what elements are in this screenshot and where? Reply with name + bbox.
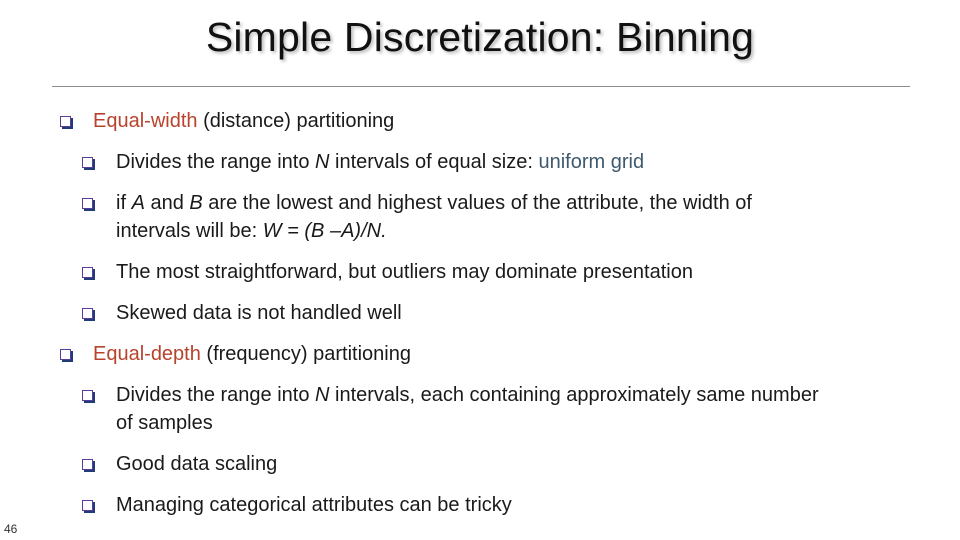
section-heading-highlight: Equal-depth bbox=[93, 343, 201, 365]
square-bullet-icon bbox=[82, 459, 93, 470]
variable-b: B bbox=[189, 192, 203, 214]
width-formula: W = (B –A)/N. bbox=[262, 220, 387, 242]
bullet-text: are the lowest and highest values of the attribute, the width of bbox=[202, 192, 752, 214]
bullet-text: Divides the range into bbox=[116, 151, 316, 173]
variable-n: N bbox=[315, 384, 330, 406]
section-heading-rest: (distance) partitioning bbox=[197, 110, 395, 132]
bullet-text: Skewed data is not handled well bbox=[116, 302, 402, 324]
square-bullet-icon bbox=[82, 198, 93, 209]
section-heading-rest: (frequency) partitioning bbox=[200, 343, 411, 365]
variable-n: N bbox=[315, 151, 330, 173]
bullet-text: Good data scaling bbox=[116, 453, 278, 475]
bullet-highlight: uniform grid bbox=[538, 151, 645, 173]
square-bullet-icon bbox=[82, 267, 93, 278]
bullet-text: intervals of equal size: bbox=[329, 151, 539, 173]
square-bullet-icon bbox=[60, 349, 71, 360]
slide-number: 46 bbox=[4, 522, 18, 536]
bullet-text: Divides the range into bbox=[116, 384, 316, 406]
bullet-text: intervals will be: bbox=[116, 220, 263, 242]
square-bullet-icon bbox=[82, 308, 93, 319]
bullet-text: Managing categorical attributes can be tricky bbox=[116, 494, 512, 516]
square-bullet-icon bbox=[82, 157, 93, 168]
variable-a: A bbox=[131, 192, 145, 214]
square-bullet-icon bbox=[82, 500, 93, 511]
bullet-text: of samples bbox=[116, 412, 213, 434]
square-bullet-icon bbox=[82, 390, 93, 401]
bullet-text: intervals, each containing approximately same number bbox=[329, 384, 819, 406]
bullet-text: if bbox=[116, 192, 132, 214]
section-heading-highlight: Equal-width bbox=[93, 110, 198, 132]
square-bullet-icon bbox=[60, 116, 71, 127]
slide-title: Simple Discretization: Binning bbox=[205, 14, 755, 60]
title-divider bbox=[52, 86, 910, 87]
bullet-text: The most straightforward, but outliers may dominate presentation bbox=[116, 261, 693, 283]
bullet-text: and bbox=[144, 192, 190, 214]
